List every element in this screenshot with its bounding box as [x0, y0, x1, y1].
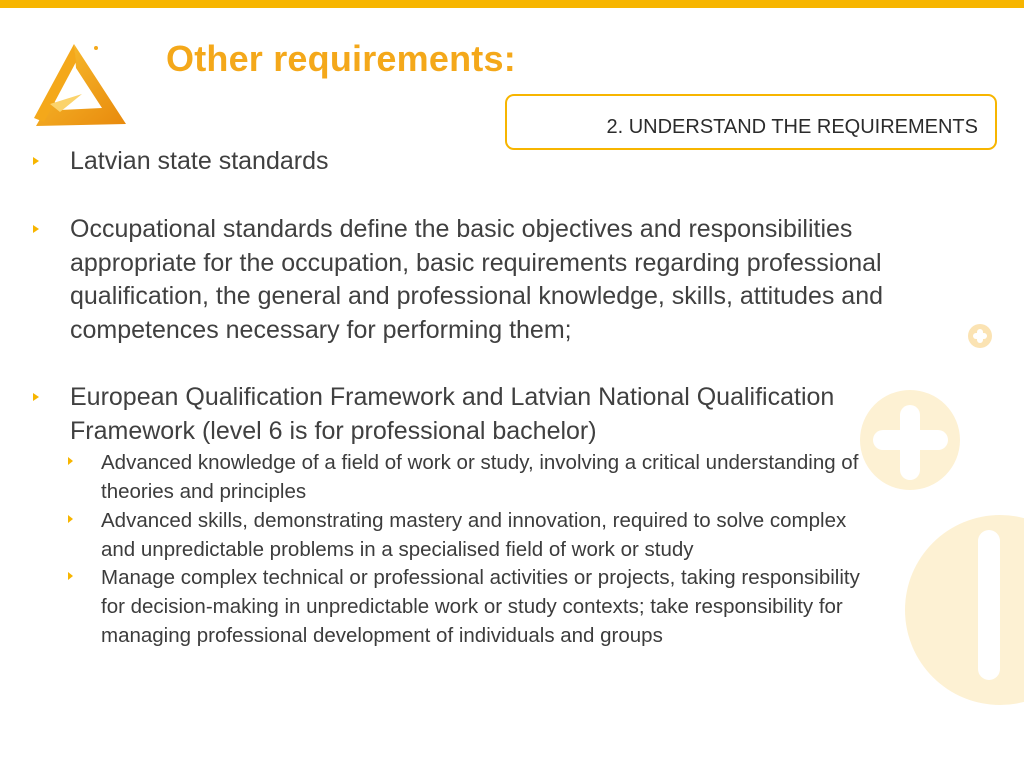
top-accent-bar	[0, 0, 1024, 8]
sub-bullet-line: theories and principles	[101, 480, 307, 503]
triangle-logo-icon	[30, 40, 130, 130]
bullet-line: European Qualification Framework and Latvian National Qualification	[70, 383, 835, 411]
sub-bullet-line: Advanced skills, demonstrating mastery and innovation, required to solve complex	[101, 509, 847, 532]
sub-bullet-skills	[101, 506, 1001, 564]
bullet-occupational-standards	[70, 213, 883, 347]
sub-bullet-line: managing professional development of individuals and groups	[101, 624, 663, 647]
bullet-line: Framework (level 6 is for professional bachelor)	[70, 416, 597, 445]
bullet-qualification-framework	[70, 381, 834, 448]
sub-bullet-line: Advanced knowledge of a field of work or study, involving a critical understanding of	[101, 451, 859, 474]
sub-bullet-competence	[101, 563, 1001, 650]
sub-bullet-knowledge	[101, 448, 1001, 506]
sub-bullet-line: and unpredictable problems in a specialised field of work or study	[101, 538, 694, 561]
small-plus-icon	[968, 324, 992, 348]
bullet-latvian-standards	[70, 145, 329, 179]
bullet-line: qualification, the general and professional knowledge, skills, attitudes and	[70, 282, 884, 310]
bullet-line: competences necessary for performing them;	[70, 315, 572, 344]
bullet-line: appropriate for the occupation, basic requirements regarding professional	[70, 248, 882, 277]
slide-title: Other requirements:	[166, 38, 516, 79]
sub-bullet-line: for decision-making in unpredictable work or study contexts; take responsibility for	[101, 595, 843, 618]
sub-bullet-line: Manage complex technical or professional activities or projects, taking responsibility	[101, 566, 860, 589]
bullet-line: Latvian state standards	[70, 147, 329, 175]
bullet-line: Occupational standards define the basic objectives and responsibilities	[70, 215, 853, 243]
step-label: 2. UNDERSTAND THE REQUIREMENTS	[606, 116, 978, 138]
step-label-box	[505, 94, 997, 150]
